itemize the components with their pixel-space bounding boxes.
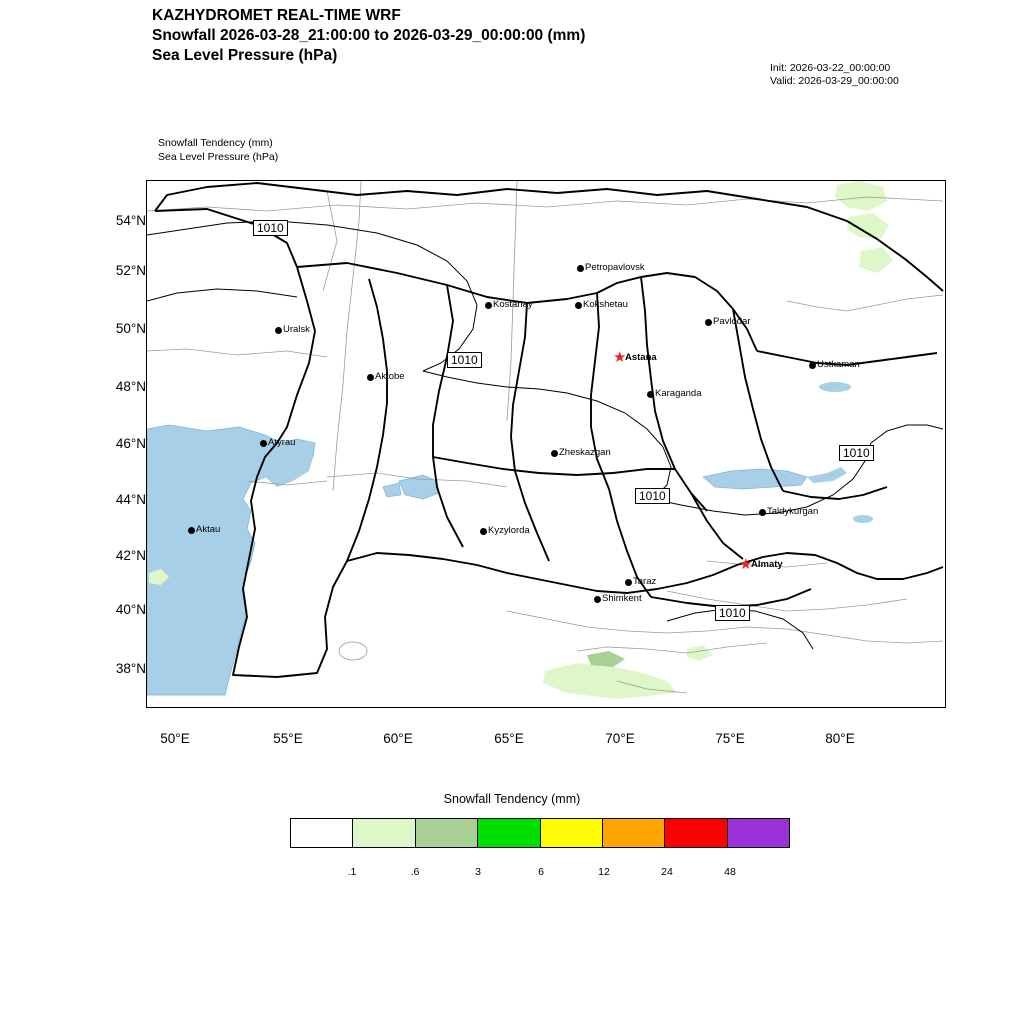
- lon-label: 60°E: [383, 731, 413, 746]
- city-dot: [275, 327, 282, 334]
- colorbar-swatch-5: [603, 819, 665, 847]
- city-dot: [625, 579, 632, 586]
- title-line-1: KAZHYDROMET REAL-TIME WRF: [152, 7, 401, 24]
- colorbar-tick: 3: [475, 866, 481, 878]
- city-dot: [188, 527, 195, 534]
- city-label: Kyzylorda: [488, 525, 530, 536]
- city-label: Aktobe: [375, 371, 405, 382]
- lat-label: 38°N: [115, 661, 146, 676]
- city-label: Karaganda: [655, 388, 702, 399]
- lat-label: 50°N: [115, 321, 146, 336]
- city-label: Shimkent: [602, 593, 642, 604]
- star-icon: ★: [613, 349, 627, 366]
- title-line-3: Sea Level Pressure (hPa): [152, 47, 338, 64]
- colorbar-swatch-3: [478, 819, 540, 847]
- colorbar-tick: 12: [598, 866, 610, 878]
- lat-label: 54°N: [115, 213, 146, 228]
- colorbar-swatch-6: [665, 819, 727, 847]
- colorbar-swatch-1: [353, 819, 415, 847]
- city-label: Aktau: [196, 524, 221, 535]
- city-dot: [480, 528, 487, 535]
- city-dot: [485, 302, 492, 309]
- city-label: Kokshetau: [583, 299, 628, 310]
- city-label: Astana: [625, 352, 657, 363]
- map-panel[interactable]: [146, 180, 946, 708]
- init-valid-block: [770, 62, 899, 88]
- colorbar-swatch-2: [416, 819, 478, 847]
- title-block: [152, 6, 585, 66]
- colorbar-title: Snowfall Tendency (mm): [443, 792, 581, 806]
- isobar-label: 1010: [635, 488, 670, 504]
- city-dot: [594, 596, 601, 603]
- isobar-label: 1010: [839, 445, 874, 461]
- field-legend: [158, 136, 278, 164]
- city-label: Zheskazgan: [559, 447, 611, 458]
- colorbar-tick: .1: [347, 866, 357, 878]
- lat-label: 42°N: [115, 548, 146, 563]
- colorbar-swatch-4: [541, 819, 603, 847]
- city-label: Taldykurgan: [767, 506, 819, 517]
- colorbar-swatch-7: [728, 819, 789, 847]
- valid-time: Valid: 2026-03-29_00:00:00: [770, 75, 899, 87]
- lat-label: 52°N: [115, 263, 146, 278]
- city-dot: [577, 265, 584, 272]
- lon-label: 70°E: [605, 731, 635, 746]
- city-dot: [647, 391, 654, 398]
- colorbar: [290, 818, 790, 848]
- colorbar-tick: 24: [661, 866, 673, 878]
- city-dot: [809, 362, 816, 369]
- isobar-label: 1010: [253, 220, 288, 236]
- colorbar-swatch-0: [291, 819, 353, 847]
- star-icon: ★: [739, 556, 753, 573]
- field-legend-line-2: Sea Level Pressure (hPa): [158, 151, 279, 163]
- city-label: Petropavlovsk: [585, 262, 645, 273]
- lat-label: 44°N: [115, 492, 146, 507]
- city-dot: [551, 450, 558, 457]
- city-label: Ustkaman: [817, 359, 860, 370]
- lat-label: 46°N: [115, 436, 146, 451]
- title-line-2: Snowfall 2026-03-28_21:00:00 to 2026-03-29_00:00:00 (mm): [152, 27, 586, 44]
- colorbar-tick: 6: [538, 866, 544, 878]
- colorbar-tick: 48: [724, 866, 736, 878]
- city-dot: [260, 440, 267, 447]
- lon-label: 55°E: [273, 731, 303, 746]
- field-legend-line-1: Snowfall Tendency (mm): [158, 137, 273, 149]
- city-dot: [367, 374, 374, 381]
- lon-label: 80°E: [825, 731, 855, 746]
- city-label: Atyrau: [268, 437, 296, 448]
- lat-label: 48°N: [115, 379, 146, 394]
- lon-label: 75°E: [715, 731, 745, 746]
- city-label: Kostanay: [493, 299, 533, 310]
- lon-label: 65°E: [494, 731, 524, 746]
- init-time: Init: 2026-03-22_00:00:00: [770, 62, 891, 74]
- isobar-label: 1010: [715, 605, 750, 621]
- city-dot: [575, 302, 582, 309]
- city-label: Almaty: [751, 559, 783, 570]
- isobar-label: 1010: [447, 352, 482, 368]
- lat-label: 40°N: [115, 602, 146, 617]
- colorbar-tick: .6: [410, 866, 420, 878]
- lon-label: 50°E: [160, 731, 190, 746]
- city-label: Taraz: [633, 576, 657, 587]
- city-dot: [705, 319, 712, 326]
- city-label: Pavlodar: [713, 316, 751, 327]
- city-dot: [759, 509, 766, 516]
- city-label: Uralsk: [283, 324, 310, 335]
